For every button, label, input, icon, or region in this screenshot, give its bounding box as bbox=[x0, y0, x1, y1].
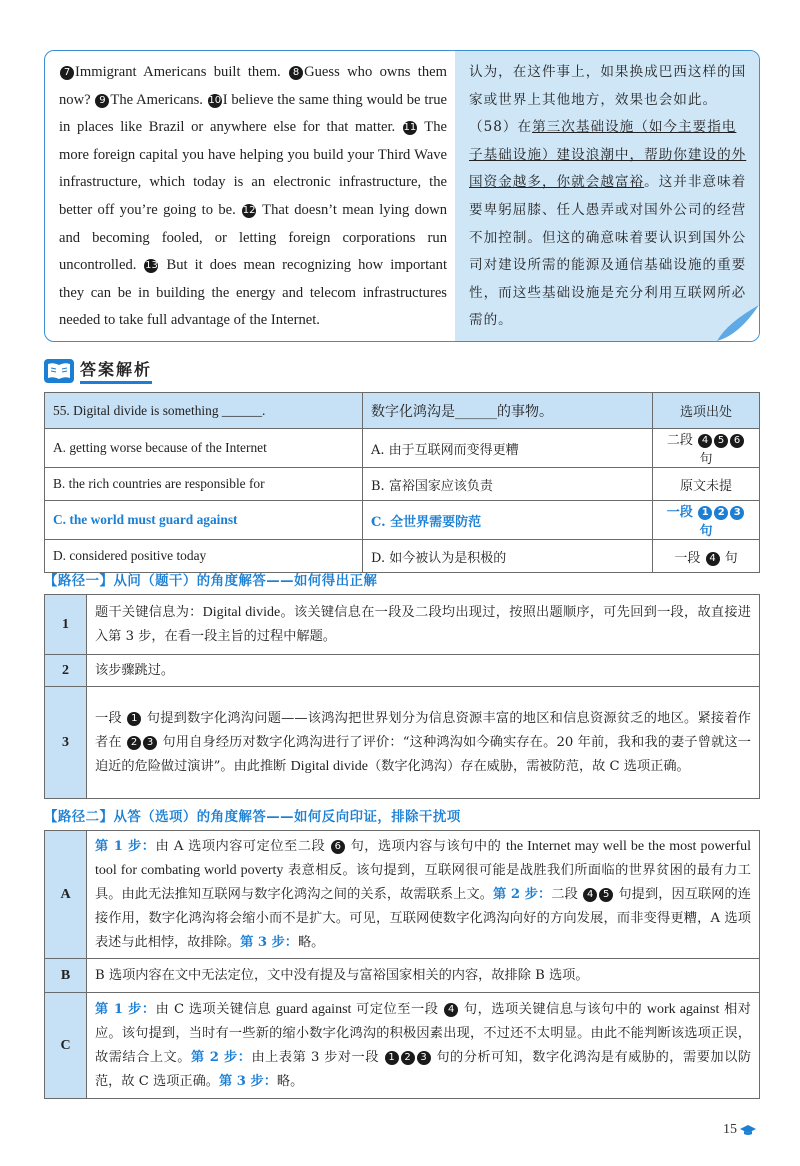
sentence-number-marker: 4 bbox=[583, 888, 597, 902]
row-text bbox=[87, 687, 760, 799]
book-icon bbox=[44, 359, 74, 383]
page-number-text: 15 bbox=[723, 1122, 737, 1137]
analysis-row bbox=[45, 687, 760, 799]
question-header-row bbox=[45, 393, 760, 429]
analysis-row bbox=[45, 959, 760, 993]
option-zh: C. 全世界需要防范 bbox=[363, 501, 653, 540]
option-row bbox=[45, 429, 760, 468]
sentence-number-marker: 6 bbox=[730, 434, 744, 448]
text-run: That doesn’t mean lying down and becoming fooled, or letting foreign corporations run uncontrolled. bbox=[59, 201, 448, 274]
text-run: Guess who owns them now? bbox=[59, 64, 447, 108]
option-source: 一段 1 2 3 句 bbox=[653, 501, 760, 540]
text-run: 认为，在这件事上，如果换成巴西这样的国家或世界上其他地方，效果也会如此。（58）在 bbox=[469, 64, 747, 136]
sentence-number-marker: 2 bbox=[401, 1051, 415, 1065]
analysis-row bbox=[45, 831, 760, 959]
option-en: C. the world must guard against bbox=[45, 501, 363, 540]
path-two-title: 【路径二】从答（选项）的角度解答——如何反向印证，排除干扰项 bbox=[44, 810, 461, 825]
text-run: But it does mean recognizing how important they can be in building the energy and telecom infrastructures needed to take full advantage of the Internet. bbox=[59, 257, 447, 329]
option-row bbox=[45, 540, 760, 573]
sentence-number-marker: 2 bbox=[714, 506, 728, 520]
option-en: B. the rich countries are responsible for bbox=[45, 468, 363, 501]
source-header: 选项出处 bbox=[653, 393, 760, 429]
question-zh: 数字化鸿沟是______的事物。 bbox=[363, 393, 653, 429]
sentence-number-marker: 4 bbox=[706, 552, 720, 566]
sentence-number-marker: 6 bbox=[331, 840, 345, 854]
row-text bbox=[87, 831, 760, 959]
passage-english bbox=[45, 51, 455, 341]
text-run: 由 A 选项内容可定位至二段 bbox=[155, 838, 330, 854]
sentence-number-marker: 7 bbox=[60, 66, 74, 80]
sentence-number-marker: 4 bbox=[698, 434, 712, 448]
text-run: （数字化鸿沟）存在威胁，需被防范，故 C 选项正确。 bbox=[367, 758, 690, 774]
text-run: The more foreign capital you have helping you build your Third Wave infrastructure, which today is an electronic infrastructure, the better off you’re going to be. bbox=[59, 119, 447, 218]
step-label: 第 1 步： bbox=[95, 1001, 156, 1017]
text-run: 一段 bbox=[95, 710, 127, 726]
sentence-number-marker: 13 bbox=[145, 260, 158, 272]
row-label: 1 bbox=[45, 595, 87, 655]
text-run: 句提到数字化鸿沟问题——该鸿沟把世界划分为信息资源丰富的地区和信息资源贫乏的地区。紧接着作者在 bbox=[95, 710, 751, 750]
step-label: 第 2 步： bbox=[190, 1049, 252, 1065]
text-run: 二段 bbox=[551, 886, 583, 902]
path-two-table bbox=[44, 830, 760, 1099]
sentence-number-marker: 5 bbox=[714, 434, 728, 448]
sentence-number-marker: 4 bbox=[444, 1003, 458, 1017]
sentence-number-marker: 8 bbox=[289, 66, 303, 80]
section-heading bbox=[44, 357, 152, 384]
page-curl-decoration bbox=[717, 305, 759, 341]
section-title: 答案解析 bbox=[80, 357, 152, 384]
passage-box bbox=[44, 50, 760, 342]
page-number bbox=[723, 1122, 756, 1138]
sentence-number-marker: 12 bbox=[242, 204, 256, 216]
option-zh: A. 由于互联网而变得更糟 bbox=[363, 429, 653, 468]
text-run: 题干关键信息为： bbox=[95, 604, 203, 620]
row-label: A bbox=[45, 831, 87, 959]
passage-chinese bbox=[455, 51, 759, 341]
step-label: 第 3 步： bbox=[240, 934, 298, 950]
sentence-number-marker: 3 bbox=[417, 1051, 431, 1065]
text-run: 句的分析可知，数字化鸿沟是有威胁的，需要加以防范，故 C 选项正确。 bbox=[95, 1049, 752, 1089]
analysis-row bbox=[45, 993, 760, 1099]
sentence-number-marker: 3 bbox=[143, 736, 157, 750]
sentence-number-marker: 11 bbox=[403, 122, 417, 134]
sentence-number-marker: 10 bbox=[208, 94, 222, 106]
option-source: 原文未提 bbox=[653, 468, 760, 501]
sentence-number-marker: 1 bbox=[127, 712, 141, 726]
option-source: 二段 4 5 6 句 bbox=[653, 429, 760, 468]
text-run: 句提到，因互联网的连接作用，数字化鸿沟将会缩小而不是扩大。可见，互联网使数字化鸿沟向好的方向发展，而非变得更糟，A 选项表述与此相悖，故排除。 bbox=[95, 886, 751, 950]
text-run: 略。 bbox=[276, 1073, 304, 1089]
english-quote: Digital divide bbox=[202, 604, 281, 620]
sentence-number-marker: 2 bbox=[127, 736, 141, 750]
option-en: D. considered positive today bbox=[45, 540, 363, 573]
row-text bbox=[87, 993, 760, 1099]
text-run: 略。 bbox=[297, 934, 325, 950]
sentence-number-marker: 1 bbox=[698, 506, 712, 520]
question-table bbox=[44, 392, 760, 573]
text-run: Immigrant Americans built them. bbox=[75, 64, 289, 80]
step-label: 第 3 步： bbox=[218, 1073, 277, 1089]
text-run: 。该关键信息在一段及二段均出现过，按照出题顺序，可先回到一段，故直接进入第 3 步，在看一段主旨的过程中解题。 bbox=[95, 604, 751, 644]
row-label: B bbox=[45, 959, 87, 993]
step-label: 第 1 步： bbox=[95, 838, 156, 854]
row-text bbox=[87, 959, 760, 993]
option-row bbox=[45, 501, 760, 540]
path-one-table bbox=[44, 594, 760, 799]
analysis-row bbox=[45, 655, 760, 687]
english-quote: work against bbox=[646, 1001, 720, 1017]
analysis-row bbox=[45, 595, 760, 655]
text-run: 。这并非意味着要卑躬屈膝、任人愚弄或对国外公司的经营不加控制。但这的确意味着要认识到国外公司对建设所需的能源及通信基础设施的重要性，而这些基础设施是充分利用互联网所必需的。 bbox=[469, 174, 747, 329]
step-label: 第 2 步： bbox=[493, 886, 552, 902]
row-label: 2 bbox=[45, 655, 87, 687]
text-run: I believe the same thing would be true in places like Brazil or anywhere else for that matter. bbox=[59, 91, 448, 136]
row-text bbox=[87, 655, 760, 687]
path-one-title: 【路径一】从问（题干）的角度解答——如何得出正解 bbox=[44, 574, 378, 589]
english-quote: the Internet may well be the most powerful tool for combating world poverty bbox=[95, 838, 752, 878]
row-label: C bbox=[45, 993, 87, 1099]
text-run: 由上表第 3 步对一段 bbox=[251, 1049, 384, 1065]
option-row bbox=[45, 468, 760, 501]
option-source: 一段 4 句 bbox=[653, 540, 760, 573]
text-run: B 选项内容在文中无法定位，文中没有提及与富裕国家相关的内容，故排除 B 选项。 bbox=[95, 967, 589, 983]
text-run: 句用自身经历对数字化鸿沟进行了评价：“这种鸿沟如今确实存在。20 年前，我和我的妻子曾就这一迫近的危险做过演讲”。由此推断 bbox=[95, 734, 751, 774]
sentence-number-marker: 3 bbox=[730, 506, 744, 520]
underlined-translation: 第三次基础设施（如今主要指电子基础设施）建设浪潮中，帮助你建设的外国资金越多，你就会越富裕 bbox=[469, 119, 747, 191]
option-en: A. getting worse because of the Internet bbox=[45, 429, 363, 468]
row-text bbox=[87, 595, 760, 655]
english-quote: Digital divide bbox=[290, 758, 368, 774]
text-run: 由 C 选项关键信息 bbox=[155, 1001, 276, 1017]
sentence-number-marker: 1 bbox=[385, 1051, 399, 1065]
text-run: 句，选项内容与该句中的 bbox=[345, 838, 506, 854]
text-run: 该步骤跳过。 bbox=[95, 662, 175, 678]
sentence-number-marker: 9 bbox=[95, 94, 109, 108]
graduation-cap-icon bbox=[740, 1125, 756, 1135]
text-run: 可定位至一段 bbox=[351, 1001, 444, 1017]
sentence-number-marker: 5 bbox=[599, 888, 613, 902]
text-run: 句，选项关键信息与该句中的 bbox=[459, 1001, 647, 1017]
option-zh: B. 富裕国家应该负责 bbox=[363, 468, 653, 501]
row-label: 3 bbox=[45, 687, 87, 799]
text-run: 表意相反。该句提到，互联网很可能是战胜我们所面临的世界贫困的最有力工具。由此无法推知互联网与数字化鸿沟之间的关系，故需联系上文。 bbox=[95, 862, 751, 902]
english-quote: guard against bbox=[275, 1001, 352, 1017]
question-en: 55. Digital divide is something ______. bbox=[45, 393, 363, 429]
text-run: 相对应。该句提到，当时有一些新的缩小数字化鸿沟的积极因素出现，不过还不太明显。由此不能判断该选项正误，故需结合上文。 bbox=[95, 1001, 751, 1065]
option-zh: D. 如今被认为是积极的 bbox=[363, 540, 653, 573]
text-run: The Americans. bbox=[110, 91, 207, 108]
